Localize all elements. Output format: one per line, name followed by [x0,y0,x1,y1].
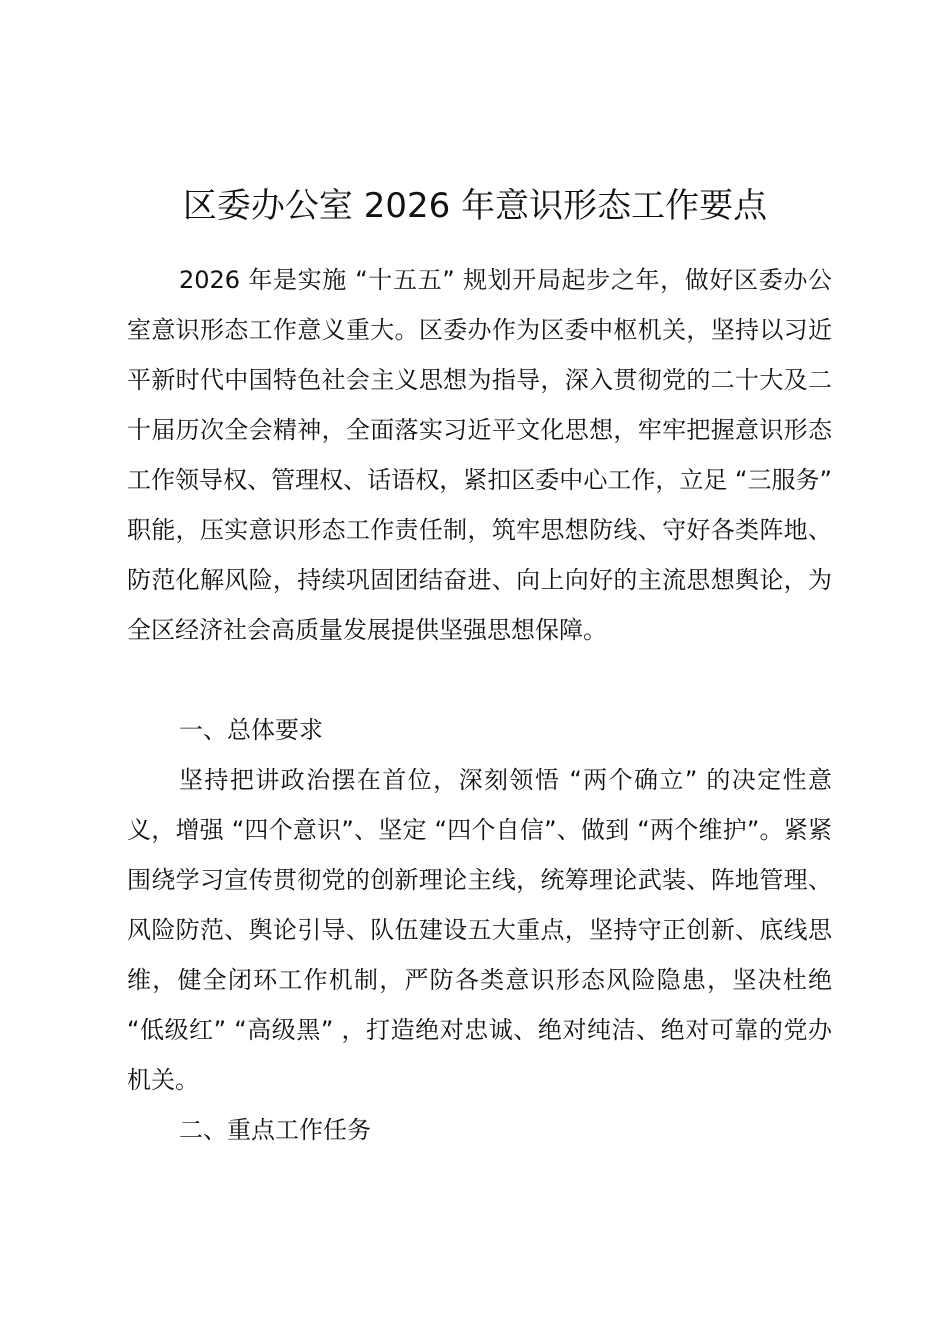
section-heading-key-tasks: 二、重点工作任务 [179,1116,371,1144]
intro-paragraph: 2026 年是实施 “十五五” 规划开局起步之年，做好区委办公室意识形态工作意义重大。区委办作为区委中枢机关，坚持以习近平新时代中国特色社会主义思想为指导，深入贯彻党的二十大及二十届历次全会精神，全面落实习近平文化思想，牢牢把握意识形态工作领导权、管理权、话语权，紧扣区委中心工作，立足 “三服务” 职能，压实意识形态工作责任制，筑牢思想防线、守好各类阵地、防范化解风险，持续巩固团结奋进、向上向好的主流思想舆论，为全区经济社会高质量发展提供坚强思想保障。 [127,266,832,644]
document-title: 区委办公室 2026 年意识形态工作要点 [182,186,768,226]
overall-requirements-paragraph: 坚持把讲政治摆在首位，深刻领悟 “两个确立” 的决定性意义，增强 “四个意识”、坚定 “四个自信”、做到 “两个维护”。紧紧围绕学习宣传贯彻党的创新理论主线，统筹理论武装、阵地管理、风险防范、舆论引导、队伍建设五大重点，坚持守正创新、底线思维，健全闭环工作机制，严防各类意识形态风险隐患，坚决杜绝 “低级红” “高级黑” ，打造绝对忠诚、绝对纯洁、绝对可靠的党办机关。 [127,766,832,1094]
section-heading-overall-requirements: 一、总体要求 [179,716,323,744]
